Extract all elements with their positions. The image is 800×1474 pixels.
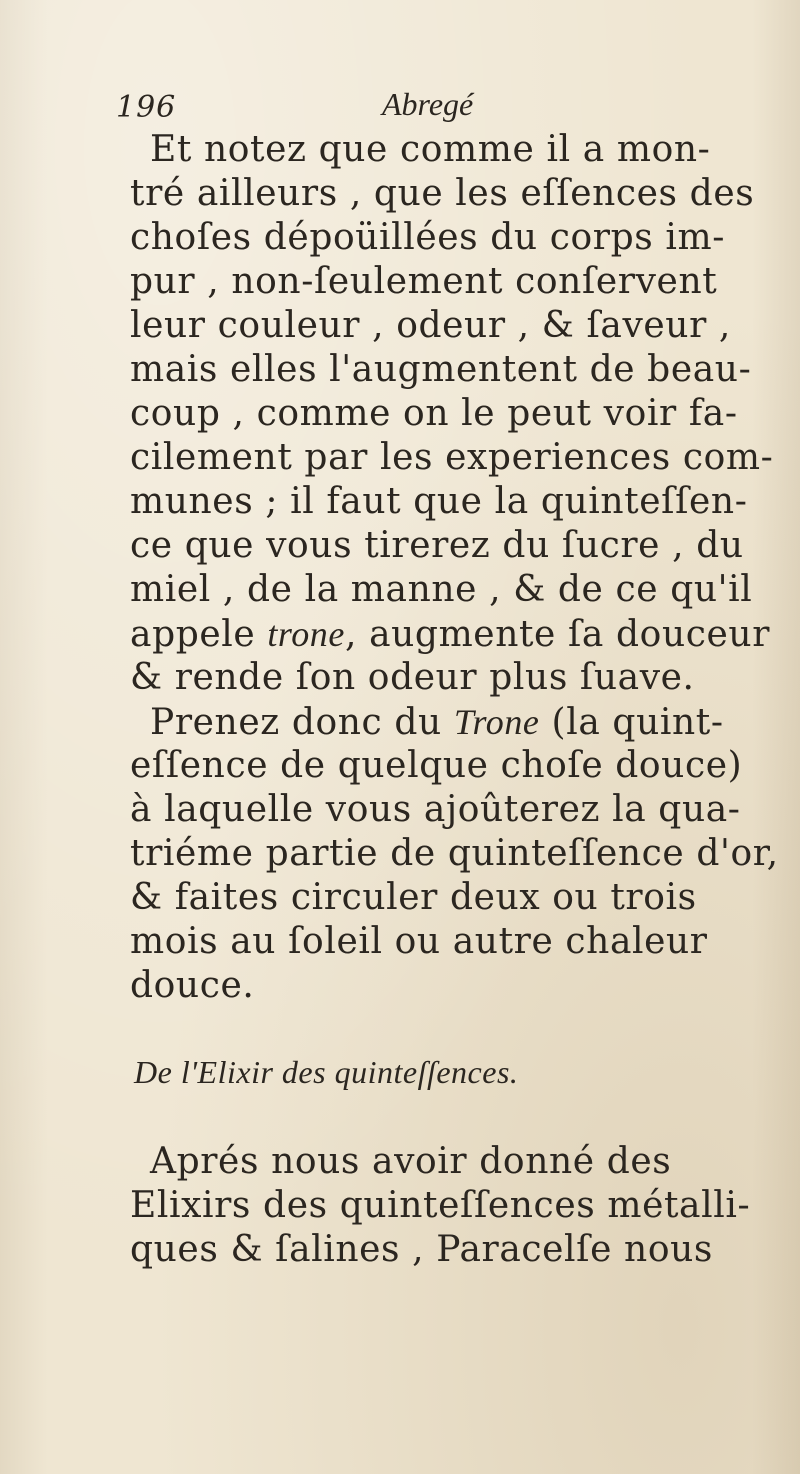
text-line: & rende ſon odeur plus ſuave.	[130, 657, 695, 698]
text-line: miel , de la manne , & de ce qu'il	[130, 569, 753, 610]
text-line: mais elles l'augmentent de beau-	[130, 349, 752, 390]
text-line	[150, 700, 724, 745]
running-head: Abregé	[382, 86, 474, 122]
text-line: eſſence de quelque choſe douce)	[130, 745, 743, 786]
text-run: Prenez donc du	[150, 702, 454, 743]
text-run: (la quint-	[539, 702, 724, 743]
text-line: coup , comme on le peut voir fa-	[130, 393, 738, 434]
italic-term: Trone	[453, 702, 540, 742]
text-line: mois au ſoleil ou autre chaleur	[130, 921, 708, 962]
page-header	[116, 88, 636, 128]
italic-term: trone	[267, 614, 345, 654]
text-line: pur , non-ſeulement conſervent	[130, 261, 718, 302]
text-run: , augmente ſa douceur	[344, 614, 771, 655]
text-line: cilement par les experiences com-	[130, 437, 774, 478]
page-number: 196	[116, 90, 177, 125]
text-line: choſes dépoüillées du corps im-	[130, 217, 725, 258]
text-line: à laquelle vous ajoûterez la qua-	[130, 789, 741, 830]
text-line: Elixirs des quinteſſences métalli-	[130, 1185, 751, 1226]
text-line: douce.	[130, 965, 255, 1006]
text-line: Aprés nous avoir donné des	[150, 1141, 672, 1182]
text-line: Et notez que comme il a mon-	[150, 129, 711, 170]
text-line: munes ; il faut que la quinteſſen-	[130, 481, 748, 522]
text-line: triéme partie de quinteſſence d'or,	[130, 833, 779, 874]
text-line: & faites circuler deux ou trois	[130, 877, 697, 918]
text-run: appele	[130, 614, 268, 655]
text-line: tré ailleurs , que les eſſences des	[130, 173, 755, 214]
text-line: leur couleur , odeur , & ſaveur ,	[130, 305, 731, 346]
text-line: ques & ſalines , Paracelſe nous	[130, 1229, 713, 1270]
text-line: ce que vous tirerez du ſucre , du	[130, 525, 744, 566]
text-line	[130, 612, 770, 657]
section-heading: De l'Elixir des quinteſſences.	[134, 1054, 519, 1090]
